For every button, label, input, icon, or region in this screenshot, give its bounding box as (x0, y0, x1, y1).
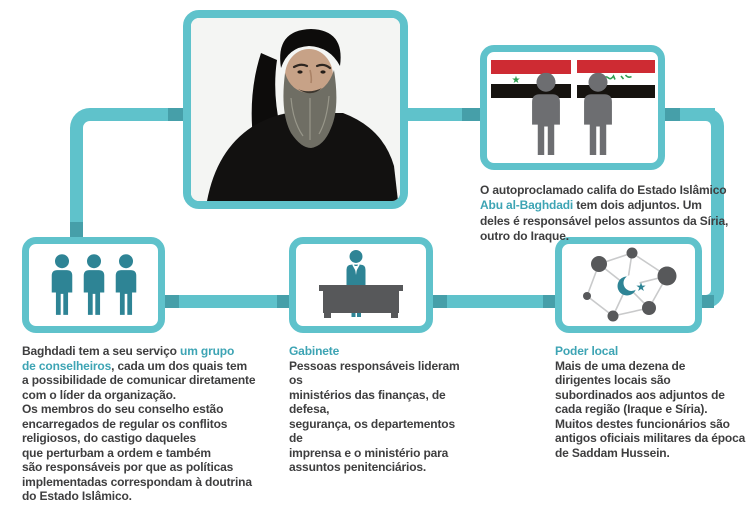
svg-text:★: ★ (511, 75, 521, 86)
deputy-person-iraq (579, 72, 617, 157)
cabinet-caption (289, 344, 467, 475)
connector-advisors-to-cabinet (165, 295, 289, 308)
connector-notch (165, 295, 179, 308)
local-power-body: Mais de uma dezena de dirigentes locais são subordinados aos adjuntos de cada região (Iraque e Síria). Muitos destes funcionários são antigos oficiais militares da época de Saddam Hussein. (555, 358, 746, 460)
connector-notch (70, 222, 83, 237)
connector-notch (665, 108, 680, 121)
connector-photo-to-advisors (70, 108, 187, 237)
deputies-card (480, 45, 665, 170)
cabinet-body: Pessoas responsáveis lideram os ministérios das finanças, de defesa, segurança, os departementos de imprensa e o ministério para assuntos penitenciários. (289, 358, 460, 474)
local-power-card (555, 237, 702, 333)
connector-notch (433, 295, 447, 308)
connector-notch (277, 295, 289, 308)
network-with-crescent-icon (577, 246, 681, 324)
connector-notch (168, 108, 184, 121)
cabinet-heading: Gabinete (289, 344, 340, 358)
leader-photo-card (183, 10, 408, 209)
three-advisors-icon (48, 252, 140, 318)
cabinet-card (289, 237, 433, 333)
deputies-caption: O autoproclamado califa do Estado Islâmico Abu al-Baghdadi tem dois adjuntos. Um deles é responsável pelos assuntos da Síria, outro do Iraque. (480, 183, 729, 244)
local-power-heading: Poder local (555, 344, 619, 358)
connector-notch (462, 108, 480, 121)
advisors-card (22, 237, 165, 333)
connector-cabinet-to-local (433, 295, 555, 308)
minister-behind-desk-icon (311, 250, 411, 320)
svg-text:★: ★ (635, 280, 646, 294)
local-power-caption (555, 344, 747, 460)
connector-notch (543, 295, 555, 308)
advisors-caption: Baghdadi tem a seu serviço um grupo de conselheiros, cada um dos quais tem a possibilidade de comunicar diretamente com o líder da organização. Os membros do seu conselho estão encarregados de regular os conflitos religiosos, do castigo daqueles que perturbam a ordem e também são responsáveis por que as políticas implementadas correspondam à doutrina do Estado Islâmico. (22, 344, 256, 503)
connector-notch (701, 295, 714, 308)
deputy-person-syria (527, 72, 565, 157)
baghdadi-portrait (191, 18, 400, 201)
